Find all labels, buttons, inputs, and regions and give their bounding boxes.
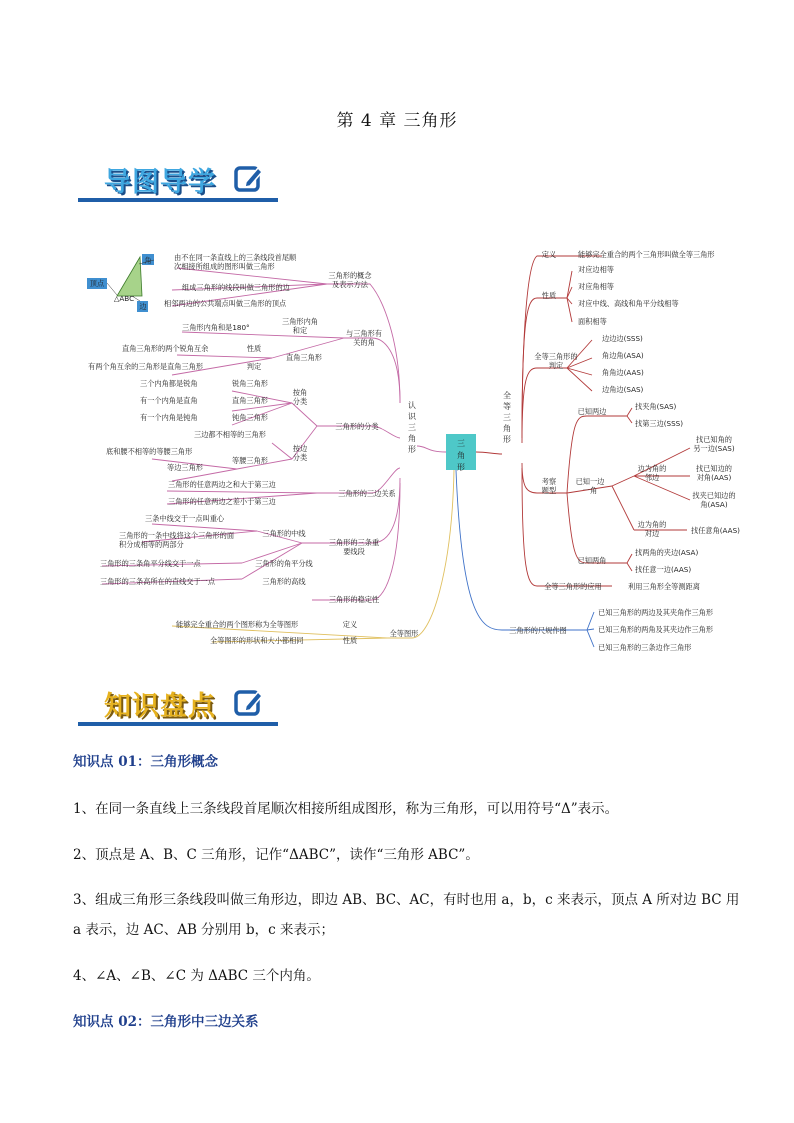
cf-prop-item: 全等图形的形状和大小都相同 [210, 636, 304, 645]
right-branch-label: 全等三角形 [503, 391, 511, 444]
left-branch-lines [102, 268, 446, 600]
ct-prop-item: 面积相等 [578, 317, 607, 326]
bisector-item: 三角形的三条角平分线交于一点 [100, 559, 201, 568]
edit-icon [234, 164, 264, 194]
center-char-1: 三 [457, 439, 465, 448]
construction-item: 已知三角形的三条边作三角形 [598, 643, 692, 652]
map-banner-text: 导图导学 [104, 167, 216, 198]
judge-label: 判定 [246, 362, 262, 371]
ct-judge-label: 全等三角形的判定 [534, 352, 578, 370]
opposite-item: 找任意角(AAS) [691, 526, 740, 535]
isosceles-label: 等腰三角形 [232, 456, 268, 465]
two-sides-item: 找第三边(SSS) [635, 419, 684, 428]
left-branch-label: 认识三角形 [408, 401, 416, 454]
sides-label: 三角形的三边关系 [338, 489, 396, 498]
triangle-angle-label: 角 [144, 256, 152, 265]
by-angle-label: 按角分类 [292, 388, 308, 406]
center-char-3: 形 [457, 463, 465, 472]
ct-judge-item: 边角边(SAS) [602, 385, 644, 394]
segments-label: 三角形的三条重要线段 [328, 538, 380, 556]
adjacent-item: 找已知边的对角(AAS) [696, 464, 732, 482]
kp1-heading: 知识点 01：三角形概念 [73, 754, 218, 770]
by-side-label: 按边分类 [292, 444, 308, 462]
property-label: 性质 [246, 344, 262, 353]
acute-item: 三个内角都是锐角 [140, 379, 198, 388]
page-title: 第 4 章 三角形 [336, 111, 458, 131]
right-triangle-label: 直角三角形 [286, 353, 322, 362]
stability-label: 三角形的稳定性 [328, 595, 380, 604]
classify-label: 三角形的分类 [335, 422, 379, 431]
median-label: 三角形的中线 [262, 529, 306, 538]
cf-def-label: 定义 [342, 620, 358, 629]
center-char-2: 角 [457, 451, 465, 460]
triangle-side-label: 边 [139, 302, 147, 311]
obtuse-item: 有一个内角是钝角 [140, 413, 198, 422]
map-banner [78, 158, 278, 202]
isosceles-item: 底和腰不相等的等腰三角形 [106, 447, 193, 456]
map-banner-underline [78, 198, 278, 202]
right-item: 有一个内角是直角 [140, 396, 198, 405]
kp1-para-1: 1、在同一条直线上三条线段首尾顺次相接所组成图形，称为三角形，可以用符号“Δ”表示。 [73, 801, 619, 817]
obtuse-label: 钝角三角形 [232, 413, 268, 422]
kp1-para-3a: 3、组成三角形三条线段叫做三角形边，即边 AB、BC、AC，有时也用 a，b，c 来表示，顶点 A 所对边 BC 用 [73, 892, 740, 908]
angle-sum-label: 三角形内角和定 [282, 317, 318, 335]
triangle-vertex-label: 顶点 [89, 279, 105, 288]
application-label: 全等三角形的应用 [544, 582, 602, 591]
scalene-label: 三边都不相等的三角形 [194, 430, 266, 439]
concept-label: 三角形的概念及表示方法 [328, 271, 372, 289]
ct-judge-item: 边边边(SSS) [602, 334, 643, 343]
ct-prop-label: 性质 [541, 291, 557, 300]
angles-label: 与三角形有关的角 [346, 329, 382, 347]
kp1-para-4: 4、∠A、∠B、∠C 为 ΔABC 三个内角。 [73, 968, 320, 984]
concept-item: 由不在同一条直线上的三条线段首尾顺次相接所组成的图形叫做三角形 [174, 253, 297, 271]
edit-icon [234, 688, 264, 718]
bisector-label: 三角形的角平分线 [255, 559, 313, 568]
property-item: 直角三角形的两个锐角互余 [122, 344, 209, 353]
kp1-para-2: 2、顶点是 A、B、C 三角形，记作“ΔABC”，读作“三角形 ABC”。 [73, 847, 479, 863]
two-sides-item: 找夹角(SAS) [635, 402, 677, 411]
ct-prop-item: 对应边相等 [578, 265, 614, 274]
ct-judge-item: 角角边(AAS) [602, 368, 644, 377]
adjacent-label: 边为角的邻边 [637, 464, 667, 482]
acute-label: 锐角三角形 [232, 379, 268, 388]
two-angles-item: 找两角的夹边(ASA) [635, 548, 699, 557]
construction-item: 已知三角形的两角及其夹边作三角形 [598, 625, 714, 634]
ct-def-item: 能够完全重合的两个三角形叫做全等三角形 [578, 250, 715, 259]
cf-label: 全等图形 [389, 629, 419, 638]
adjacent-item: 找夹已知边的角(ASA) [692, 491, 736, 509]
adjacent-item: 找已知角的另一边(SAS) [693, 435, 735, 453]
opposite-label: 边为角的对边 [637, 520, 667, 538]
median-item: 三角形的一条中线将这个三角形的面积分成相等的两部分 [119, 531, 235, 549]
ct-prop-item: 对应角相等 [578, 282, 614, 291]
two-angles-label: 已知两角 [577, 556, 607, 565]
construction-label: 三角形的尺规作图 [509, 626, 567, 635]
kp1-para-3b: a 表示，边 AC、AB 分别用 b，c 来表示； [73, 922, 334, 938]
cf-prop-label: 性质 [342, 636, 358, 645]
cf-def-item: 能够完全重合的两个图形称为全等图形 [176, 620, 299, 629]
knowledge-banner-text: 知识盘点 [104, 691, 216, 722]
triangle-abc-label: △ABC [113, 294, 135, 303]
altitude-label: 三角形的高线 [262, 577, 306, 586]
construction-item: 已知三角形的两边及其夹角作三角形 [598, 608, 714, 617]
concept-item: 组成三角形的线段叫做三角形的边 [182, 283, 290, 292]
median-item: 三条中线交于一点叫重心 [145, 514, 225, 523]
knowledge-banner-underline [78, 722, 278, 726]
kp2-heading: 知识点 02：三角形中三边关系 [73, 1014, 259, 1030]
angle-sum-item: 三角形内角和是180° [182, 323, 250, 332]
ct-prop-item: 对应中线、高线和角平分线相等 [578, 299, 679, 308]
concept-item: 相邻两边的公共端点叫做三角形的顶点 [164, 299, 287, 308]
sides-item: 三角形的任意两边之和大于第三边 [168, 480, 276, 489]
knowledge-banner [78, 682, 278, 726]
ct-judge-item: 角边角(ASA) [602, 351, 644, 360]
equilateral-label: 等边三角形 [167, 463, 203, 472]
right-label: 直角三角形 [232, 396, 268, 405]
judge-item: 有两个角互余的三角形是直角三角形 [88, 362, 204, 371]
altitude-item: 三角形的三条高所在的直线交于一点 [100, 577, 216, 586]
application-item: 利用三角形全等测距离 [628, 582, 700, 591]
side-angle-label: 已知一边一角 [575, 477, 605, 495]
ct-exam-label: 考察题型 [541, 477, 557, 495]
mind-map [82, 238, 746, 658]
two-angles-item: 找任意一边(AAS) [635, 565, 692, 574]
two-sides-label: 已知两边 [577, 407, 607, 416]
sides-item: 三角形的任意两边之差小于第三边 [168, 497, 276, 506]
ct-def-label: 定义 [541, 250, 557, 259]
